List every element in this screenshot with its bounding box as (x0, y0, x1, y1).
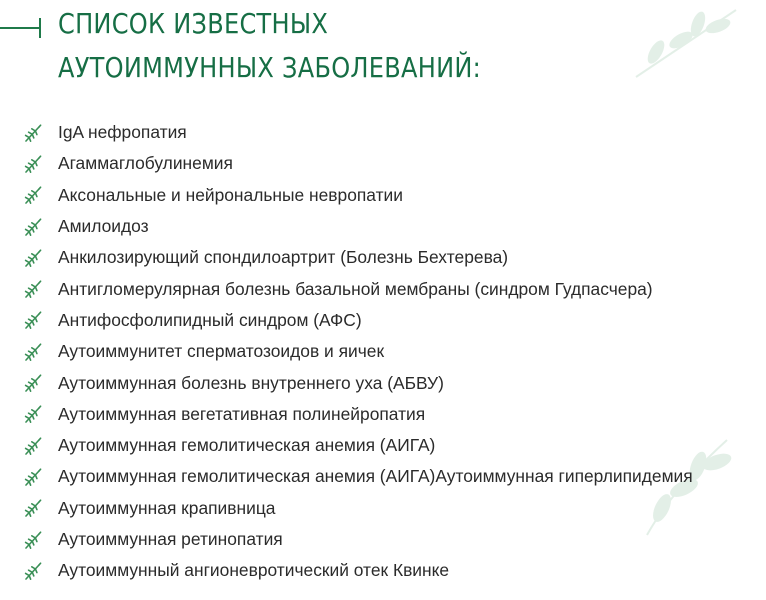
list-item-label: Аутоиммунная гемолитическая анемия (АИГА) (58, 435, 436, 456)
leaf-sprig-icon (22, 341, 44, 363)
list-item (22, 524, 693, 555)
list-item (22, 461, 693, 492)
list-item (22, 148, 693, 179)
list-item-label: Аутоиммунная гемолитическая анемия (АИГА)Аутоиммунная гиперлипидемия (58, 466, 693, 487)
list-item-label: Аутоиммунная крапивница (58, 497, 276, 518)
list-item-label: IgA нефропатия (58, 122, 187, 143)
list-item (22, 305, 693, 336)
list-item (22, 273, 693, 304)
leaf-sprig-icon (22, 529, 44, 551)
disease-list (22, 117, 693, 586)
decorative-leaves-icon (626, 2, 746, 82)
list-item (22, 555, 693, 586)
leaf-sprig-icon (22, 497, 44, 519)
title-accent-tick (39, 18, 41, 38)
leaf-sprig-icon (22, 466, 44, 488)
leaf-sprig-icon (22, 278, 44, 300)
list-item (22, 430, 693, 461)
page-title (58, 2, 481, 90)
list-item (22, 367, 693, 398)
list-item (22, 493, 693, 524)
leaf-sprig-icon (22, 309, 44, 331)
list-item (22, 211, 693, 242)
list-item (22, 399, 693, 430)
list-item-label: Амилоидоз (58, 216, 149, 237)
leaf-sprig-icon (22, 435, 44, 457)
list-item-label: Анкилозирующий спондилоартрит (Болезнь Бехтерева) (58, 247, 509, 268)
list-item (22, 180, 693, 211)
title-accent-line (0, 27, 40, 29)
page-title-line-2: АУТОИММУННЫХ ЗАБОЛЕВАНИЙ: (58, 51, 482, 84)
list-item (22, 117, 693, 148)
list-item (22, 336, 693, 367)
leaf-sprig-icon (22, 153, 44, 175)
list-item-label: Аутоиммунный ангионевротический отек Квинке (58, 560, 450, 581)
leaf-sprig-icon (22, 403, 44, 425)
list-item-label: Антигломерулярная болезнь базальной мембраны (синдром Гудпасчера) (58, 278, 653, 299)
leaf-sprig-icon (22, 560, 44, 582)
list-item-label: Аутоиммунитет сперматозоидов и яичек (58, 341, 385, 362)
leaf-sprig-icon (22, 216, 44, 238)
list-item-label: Аксональные и нейрональные невропатии (58, 184, 403, 205)
leaf-sprig-icon (22, 122, 44, 144)
list-item (22, 242, 693, 273)
leaf-sprig-icon (22, 247, 44, 269)
list-item-label: Агаммаглобулинемия (58, 153, 233, 174)
list-item-label: Антифосфолипидный синдром (АФС) (58, 309, 362, 330)
list-item-label: Аутоиммунная ретинопатия (58, 529, 283, 549)
leaf-sprig-icon (22, 372, 44, 394)
list-item-label: Аутоиммунная болезнь внутреннего уха (АБВУ) (58, 372, 444, 393)
leaf-sprig-icon (22, 184, 44, 206)
list-item-label: Аутоиммунная вегетативная полинейропатия (58, 403, 426, 424)
page-title-line-1: СПИСОК ИЗВЕСТНЫХ (58, 7, 329, 40)
